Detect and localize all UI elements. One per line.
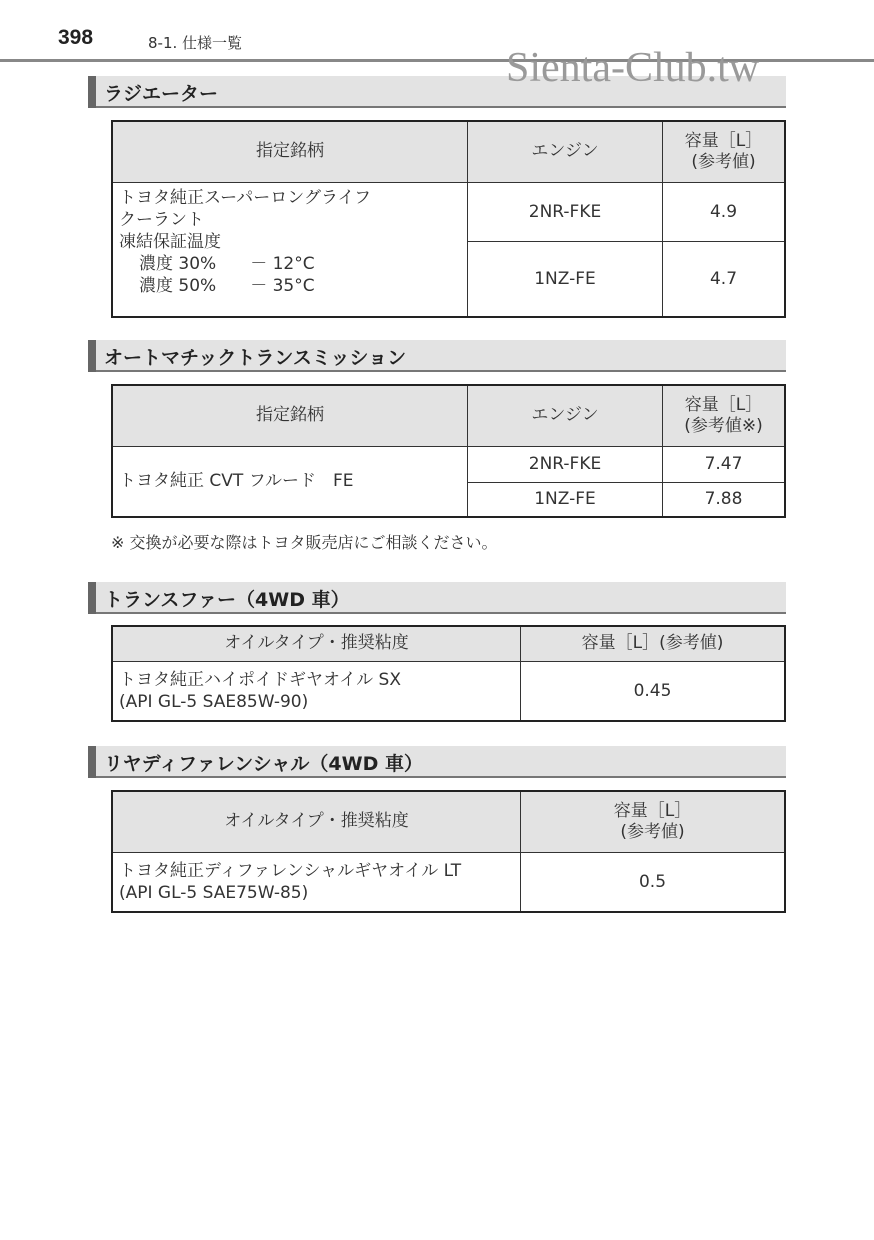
col-oil-type: オイルタイプ・推奨粘度 — [112, 626, 521, 661]
capacity-cell: 7.88 — [663, 482, 786, 517]
col-capacity: 容量［L］ (参考値※) — [663, 385, 786, 446]
cvt-table — [111, 384, 786, 518]
transfer-table — [111, 625, 786, 722]
col-capacity: 容量［L］ (参考値) — [521, 791, 786, 852]
brand-cell: トヨタ純正 CVT フルード FE — [112, 446, 468, 517]
oil-cell: トヨタ純正ハイポイドギヤオイル SX (API GL-5 SAE85W-90) — [112, 661, 521, 721]
oil-cell: トヨタ純正ディファレンシャルギヤオイル LT (API GL-5 SAE75W-85) — [112, 852, 521, 912]
rear-diff-table — [111, 790, 786, 913]
chapter-title: 8-1. 仕様一覧 — [148, 34, 243, 52]
engine-cell: 2NR-FKE — [468, 182, 663, 241]
capacity-cell: 7.47 — [663, 446, 786, 482]
section-title: ラジエーター — [104, 83, 219, 105]
col-oil-type: オイルタイプ・推奨粘度 — [112, 791, 521, 852]
col-engine: エンジン — [468, 385, 663, 446]
table-row — [112, 182, 785, 241]
capacity-cell: 0.5 — [521, 852, 786, 912]
capacity-cell: 0.45 — [521, 661, 786, 721]
engine-cell: 1NZ-FE — [468, 482, 663, 517]
col-capacity: 容量［L］ (参考値) — [663, 121, 786, 182]
brand-cell: トヨタ純正スーパーロングライフ クーラント 凍結保証温度 濃度 30% － 12°C 濃度 50% － 35°C — [112, 182, 468, 317]
page-number: 398 — [58, 26, 94, 49]
capacity-cell: 4.7 — [663, 241, 786, 317]
section-title: トランスファー（4WD 車） — [104, 589, 350, 611]
col-brand: 指定銘柄 — [112, 385, 468, 446]
table-row — [112, 446, 785, 482]
engine-cell: 1NZ-FE — [468, 241, 663, 317]
section-title: オートマチックトランスミッション — [104, 347, 407, 369]
table-row — [112, 852, 785, 912]
section-cvt — [88, 340, 786, 372]
section-title: リヤディファレンシャル（4WD 車） — [104, 753, 423, 775]
table-row — [112, 661, 785, 721]
col-brand: 指定銘柄 — [112, 121, 468, 182]
col-engine: エンジン — [468, 121, 663, 182]
section-rear-differential — [88, 746, 786, 778]
footnote: ※ 交換が必要な際はトヨタ販売店にご相談ください。 — [111, 533, 498, 552]
engine-cell: 2NR-FKE — [468, 446, 663, 482]
col-capacity: 容量［L］(参考値) — [521, 626, 786, 661]
section-transfer — [88, 582, 786, 614]
watermark: Sienta-Club.tw — [506, 45, 760, 91]
radiator-table — [111, 120, 786, 318]
capacity-cell: 4.9 — [663, 182, 786, 241]
